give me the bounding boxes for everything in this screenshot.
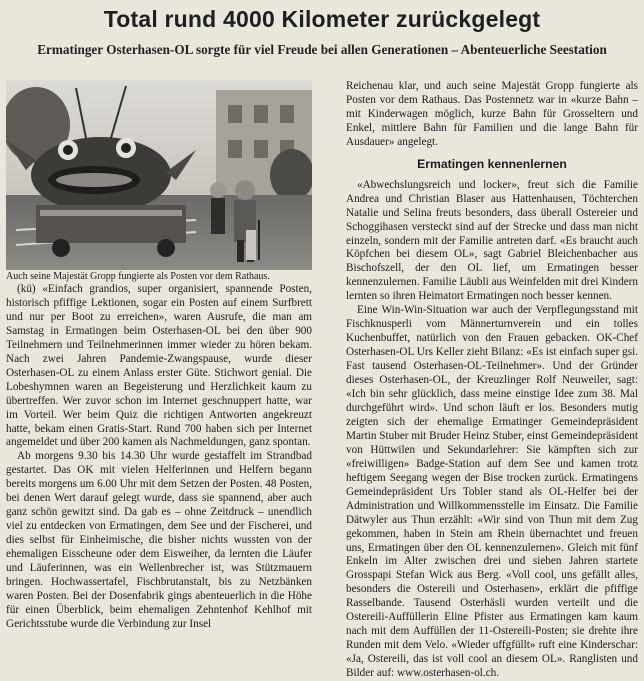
left-paragraph-1: (kü) «Einfach grandios, super organisiert, spannende Posten, historisch pfiffige Lektionen, sogar ein Posten auf einem Surfbrett und nur per Boot zu erreichen», waren Ausrufe, die man am Samstag in Ermatingen beim Osterhasen-OL bei den über 900 Teilnehmern und Teilnehmerinnen immer wieder zu hören bekam. Nach zwei Jahren Pandemie-Zwangspause, wurde dieser Osterhasen-OL zu einem Anlass erster Güte. Stichwort genial. Die Lobeshymnen waren an Begeisterung und Herzlichkeit kaum zu übertreffen. Wer zuvor schon im Internet geschnuppert hatte, war im Vorteil. Wer beim Quiz die richtigen Antworten angekreuzt hatte, bekam einen Gratis-Start. Rund 700 haben sich per Internet angemeldet und über 200 kamen als Nachmeldungen, ganz spontan. bbox=[6, 283, 312, 449]
section-title: Ermatingen kennenlernen bbox=[417, 156, 567, 171]
subheadline: Ermatinger Osterhasen-OL sorgte für viel Freude bei allen Generationen – Abenteuerliche Seestation bbox=[37, 42, 607, 57]
headline: Total rund 4000 Kilometer zurückgelegt bbox=[103, 6, 541, 32]
photo-illustration bbox=[6, 80, 312, 270]
right-intro: Reichenau klar, und auch seine Majestät Gropp fungierte als Posten vor dem Rathaus. Das Postennetz war in «kurze Bahn – mit Kinderwagen möglich, kurze Bahn für Grosseltern und Enkel, mittlere Bahn für Familien und die lange Bahn für Ausdauer» angelegt. bbox=[346, 80, 638, 148]
left-column bbox=[6, 80, 312, 632]
right-paragraph-1: «Abwechslungsreich und locker», freut sich die Familie Andrea und Christian Blaser aus Hattenhausen, Töchterchen Natalie und Selina freuts besonders, dass überall Ostereier und Schoggihasen versteckt sind auf der Strecke und dass man nicht einzeln, sondern mit der Familie antreten darf. «Es braucht auch Köpfchen bei diesem OL», sagt Gabriel Bleichenbacher aus Bischofszell, der den OL lief, um Ermatingen besser kennenzulernen. Familie Läubli aus Weinfelden mit drei Kindern lernten so ihren Heimatort Ermatingen noch besser kennen. bbox=[346, 178, 638, 303]
right-column bbox=[346, 80, 638, 681]
photo-caption: Auch seine Majestät Gropp fungierte als Posten vor dem Rathaus. bbox=[6, 271, 270, 282]
left-paragraph-2: Ab morgens 9.30 bis 14.30 Uhr wurde gestaffelt im Strandbad gestartet. Das OK mit vielen Helferinnen und Helfern begann bereits morgens um 6.00 Uhr mit dem Setzen der Posten. 48 Posten, bei denen Wert darauf gelegt wurde, dass sie spannend, aber auch ganz schön gewitzt sind. Da gab es – ohne Zeitdruck – unendlich viel zu entdecken von Ermatingen, dem See und der Fischerei, und dies selbst für Einheimische, die bisher nichts wussten von der ehemaligen Eisscheune oder dem Eisweiher, da lernten die Läufer und Läuferinnen, was ein Wellenbrecher ist, was Stützmauern bringen. Hochwassertafel, Fischbrutanstalt, bis zu Netzbänken waren Posten. Bei der Dosenfabrik gings abenteuerlich in die Höhe für einen Überblick, beim ehemaligen Zehntenhof Kehlhof mit Gerichtsstube wurde die Verbindung zur Insel bbox=[6, 450, 312, 630]
article-photo bbox=[6, 80, 312, 270]
right-paragraph-2: Eine Win-Win-Situation war auch der Verpflegungsstand mit Fischknusperli vom Männerturnverein und ein tolles Kuchenbuffet, natürlich von den Frauen gebacken. OK-Chef Osterhasen-OL Urs Keller zieht Bilanz: «Es ist einfach super gsi. Fast tausend Osterhasen-OL-Teilnehmer». Und der Gründer dieses Osterhasen-OL, der Kreuzlinger Rolf Neuweiler, sagt: «Ich bin sehr glücklich, dass meine einstige Idee zum 38. Mal durchgeführt wird». Und schon läuft er los. Besonders mutig zeigten sich der ehemalige Ermatinger Gemeindepräsident Martin Stuber mit Bruder Heinz Stuber, einst Gemeindepräsident von Hüttwilen und Sekundarlehrer: Sie kämpften sich zur «freiwilligen» Badge-Station auf dem See und kamen trotz heftigem Seegang wegen der Bise trocken zurück. Ermatingens Gemeindepräsident Urs Tobler stand als OL-Helfer bei der Administration und Willkommensstelle im Einsatz. Die Familie Dätwyler aus Thun erzählt: «Wir sind von Thun mit dem Zug gekommen, haben in Stein am Rhein übernachtet und freuen uns, Ermatingen über den OL kennenzulernen». Gleich mit fünf Enkeln im Alter zwischen drei und sieben Jahren startete Grosspapi Stefan Wick aus Berg. «Voll cool, uns gefällt alles, besonders die Ostereili und Osterhasen», erklärt die pfiffige Rasselbande. Tausend Osterhäsli wurden verteilt und die Ostereili-Auffüllerin Eline Pfister aus Ermatingen kam kaum nach mit dem Auffüllen der 11-Ostereili-Posten; sie drehte ihre Runden mit dem Velo. «Wieder uffgfüllt» ruft eine Kinderschar: «Ja, Ostereili, das ist voll cool an diesem OL». Ranglisten und Bilder auf: www.osterhasen-ol.ch. bbox=[346, 304, 638, 680]
